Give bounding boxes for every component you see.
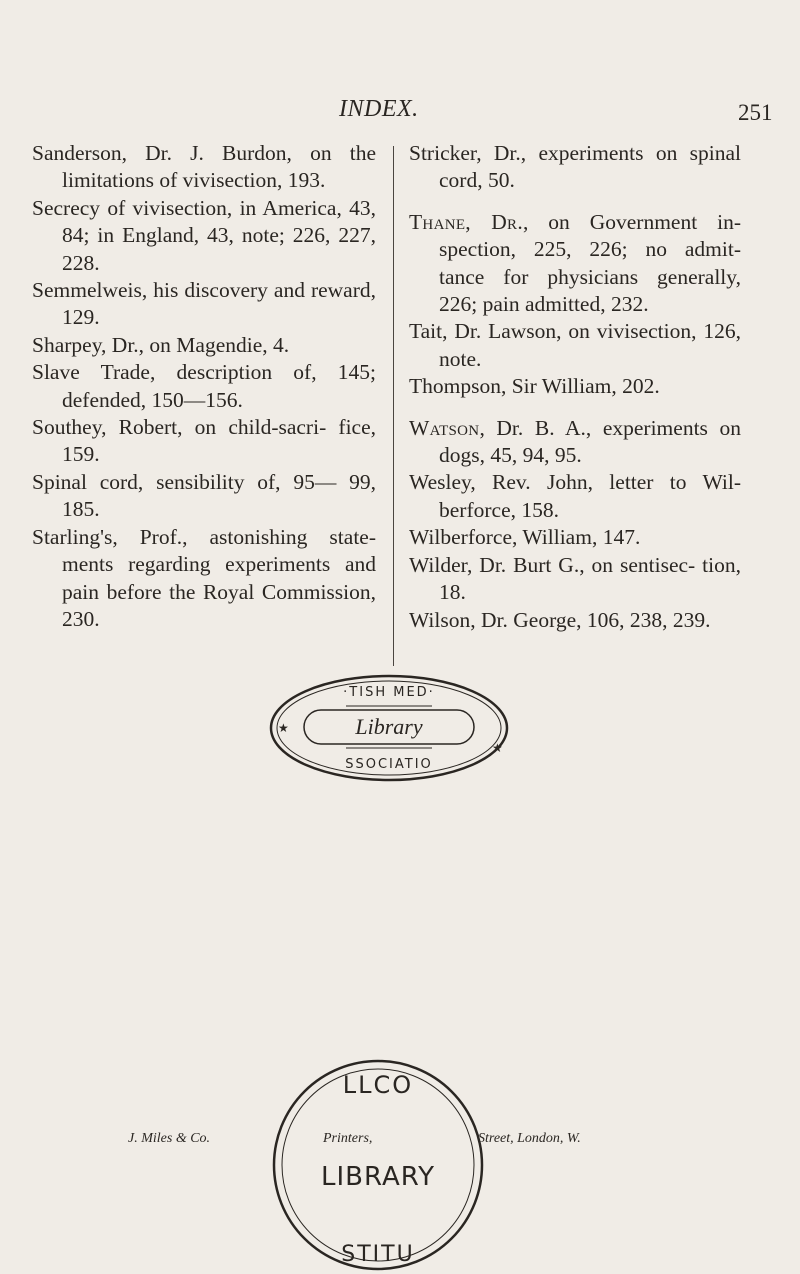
index-entry [409,140,741,195]
svg-text:·TISH MED·: ·TISH MED· [343,685,435,700]
entry-text: Tait, Dr. Lawson, on vivisection, [409,319,697,344]
index-entry [409,469,741,524]
column-divider [393,146,394,666]
entry-continuation: berforce, 158. [439,497,559,522]
entry-continuation: fice, 159. [62,415,376,467]
svg-text:STITU: STITU [341,1242,415,1267]
entry-text: Wesley, Rev. John, letter to Wil- [409,470,741,495]
index-entry [32,195,376,277]
entry-text: Slave Trade, description of, 145; [32,360,376,385]
index-entry [32,414,376,469]
entry-text: Secrecy of vivisection, in America, [32,195,342,220]
svg-text:LLCO: LLCO [342,1071,414,1099]
entry-text: Wilder, Dr. Burt G., on sentisec- [409,552,696,577]
index-column-left [32,140,376,633]
entry-text: Spinal cord, sensibility of, 95— [32,469,337,494]
entry-continuation: tion, 18. [439,552,741,605]
entry-text: , on Government in- [523,209,741,234]
entry-heading: Thane, Dr. [409,209,523,234]
entry-text: Sanderson, Dr. J. Burdon, on the [32,141,376,165]
entry-text: Sharpey, Dr., on Magendie, 4. [32,332,290,357]
index-entry [32,332,376,359]
entry-continuation: defended, 150—156. [62,387,243,412]
index-column-right [409,140,741,634]
imprint-printers: Printers, [323,1131,373,1146]
imprint-address: Street, London, W. [478,1131,581,1146]
library-stamp-bottom [256,1047,500,1274]
svg-text:★: ★ [278,721,289,735]
entry-continuation: limitations of vivisection, 193. [62,168,326,193]
index-entry [409,209,741,319]
svg-text:★: ★ [492,741,503,755]
index-entry [409,607,741,634]
index-entry [409,373,741,400]
page-number: 251 [738,100,773,125]
entry-text: , Dr. B. A., experiments [479,415,708,440]
index-entry [32,469,376,524]
entry-text: Southey, Robert, on child-sacri- [32,415,327,440]
entry-text: Wilson, Dr. George, 106, 238, 239. [409,607,711,632]
svg-text:SSOCIATIO: SSOCIATIO [345,757,433,772]
entry-continuation: 126, note. [439,319,741,371]
svg-text:Library: Library [355,714,423,739]
entry-text: Wilberforce, William, 147. [409,525,641,550]
entry-continuation: spection, 225, 226; no admit- tance for physicians generally, 226; pain admitted, 232. [439,237,741,317]
svg-text:LIBRARY: LIBRARY [320,1162,436,1192]
imprint-printer: J. Miles & Co. [128,1131,211,1146]
index-entry [409,524,741,551]
entry-text: Thompson, Sir William, 202. [409,374,660,399]
entry-text: Starling's, Prof., astonishing state- [32,524,376,549]
library-stamp-top [256,668,526,786]
index-entry [32,524,376,634]
entry-text: Semmelweis, his discovery and [32,278,305,303]
entry-heading: Watson [409,415,480,440]
entry-continuation: 43, 84; in England, 43, note; 226, 227, 228. [62,195,377,275]
index-entry [32,140,376,195]
index-entry [409,415,741,470]
index-entry [32,359,376,414]
index-entry [409,318,741,373]
entry-continuation: on dogs, 45, 94, 95. [439,415,741,468]
entry-continuation: 99, 185. [62,469,377,522]
index-entry [32,277,376,332]
entry-continuation: spinal cord, 50. [439,141,741,193]
entry-continuation: ments regarding experiments and pain before the Royal Commission, 230. [62,552,376,631]
running-title: INDEX. [339,96,419,122]
entry-continuation: reward, 129. [62,278,377,330]
index-entry [409,552,741,607]
running-head [0,96,800,126]
entry-text: Stricker, Dr., experiments on [409,141,678,165]
